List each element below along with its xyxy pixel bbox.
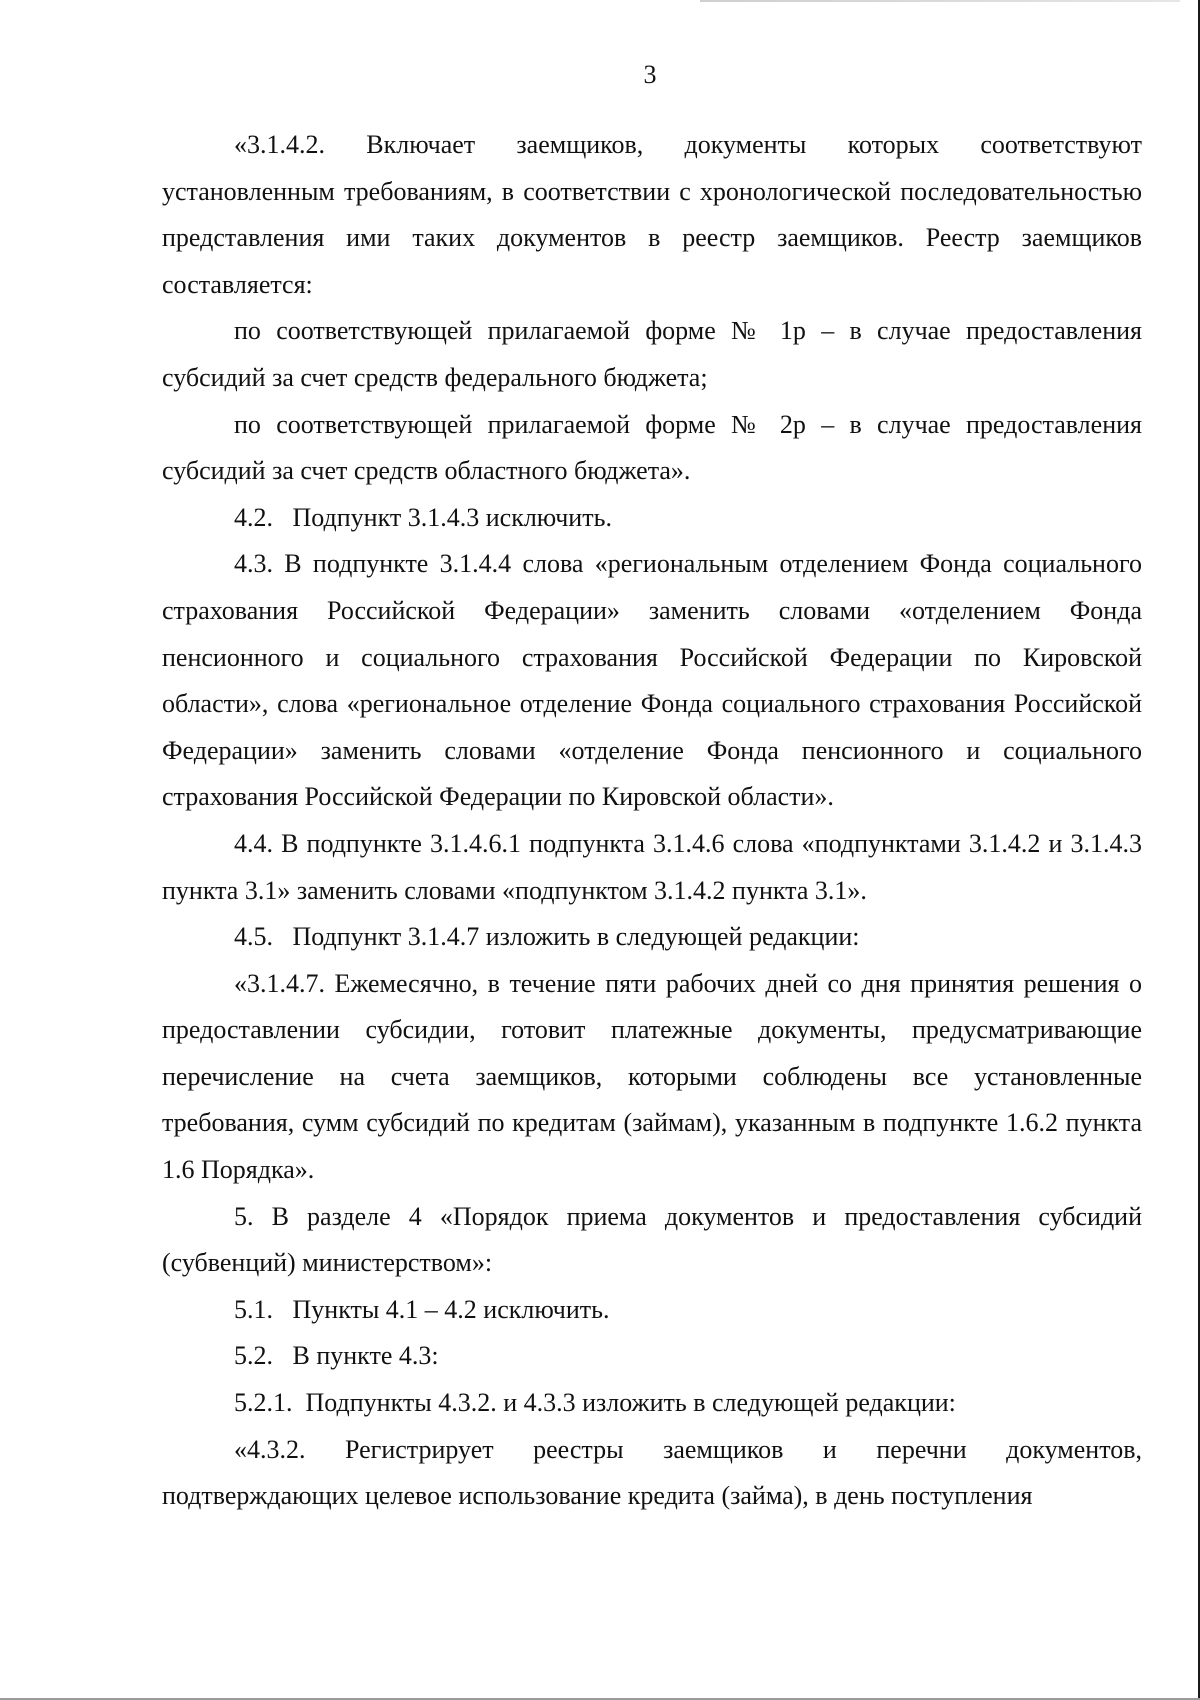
paragraph-5-1: 5.1. Пункты 4.1 – 4.2 исключить. (234, 1294, 610, 1324)
scan-edge-top (700, 0, 1180, 2)
paragraph-4-3-2: «4.3.2. Регистрирует реестры заемщиков и перечни документов, подтверждающих целевое использование кредита (займа), в день поступления (162, 1434, 1142, 1511)
paragraph-4-3: 4.3. В подпункте 3.1.4.4 слова «региональным отделением Фонда социального страхования Российской Федерации» заменить словами «отделением Фонда пенсионного и социального страхования Российской Федерации по Кировской области», слова «региональное отделение Фонда социального страхования Российской Федерации» заменить словами «отделение Фонда пенсионного и социального страхования Российской Федерации по Кировской области». (162, 549, 1142, 812)
paragraph-4-4: 4.4. В подпункте 3.1.4.6.1 подпункта 3.1.4.6 слова «подпунктами 3.1.4.2 и 3.1.4.3 пункта 3.1» заменить словами «подпунктом 3.1.4.2 пункта 3.1». (162, 828, 1142, 905)
paragraph-5-2: 5.2. В пункте 4.3: (234, 1341, 439, 1371)
paragraph-form-1r: по соответствующей прилагаемой форме № 1р – в случае предоставления субсидий за счет средств федерального бюджета; (162, 316, 1142, 392)
page-number: 3 (643, 60, 657, 89)
paragraph-form-2r: по соответствующей прилагаемой форме № 2р – в случае предоставления субсидий за счет средств областного бюджета». (162, 409, 1142, 486)
paragraph-5-2-1: 5.2.1. Подпункты 4.3.2. и 4.3.3 изложить в следующей редакции: (234, 1388, 956, 1418)
document-body (162, 122, 1142, 1520)
paragraph-3-1-4-2: «3.1.4.2. Включает заемщиков, документы которых соответствуют установленным требованиям, в соответствии с хронологической последовательностью представления ими таких документов в реестр заемщиков. Реестр заемщиков составляется: (162, 130, 1142, 299)
paragraph-5: 5. В разделе 4 «Порядок приема документов и предоставления субсидий (субвенций) министерством»: (162, 1201, 1142, 1278)
paragraph-4-2: 4.2. Подпункт 3.1.4.3 исключить. (234, 502, 612, 532)
paragraph-4-5: 4.5. Подпункт 3.1.4.7 изложить в следующей редакции: (234, 922, 860, 952)
paragraph-3-1-4-7: «3.1.4.7. Ежемесячно, в течение пяти рабочих дней со дня принятия решения о предоставлении субсидии, готовит платежные документы, предусматривающие перечисление на счета заемщиков, которыми соблюдены все установленные требования, сумм субсидий по кредитам (займам), указанным в подпункте 1.6.2 пункта 1.6 Порядка». (162, 968, 1142, 1185)
